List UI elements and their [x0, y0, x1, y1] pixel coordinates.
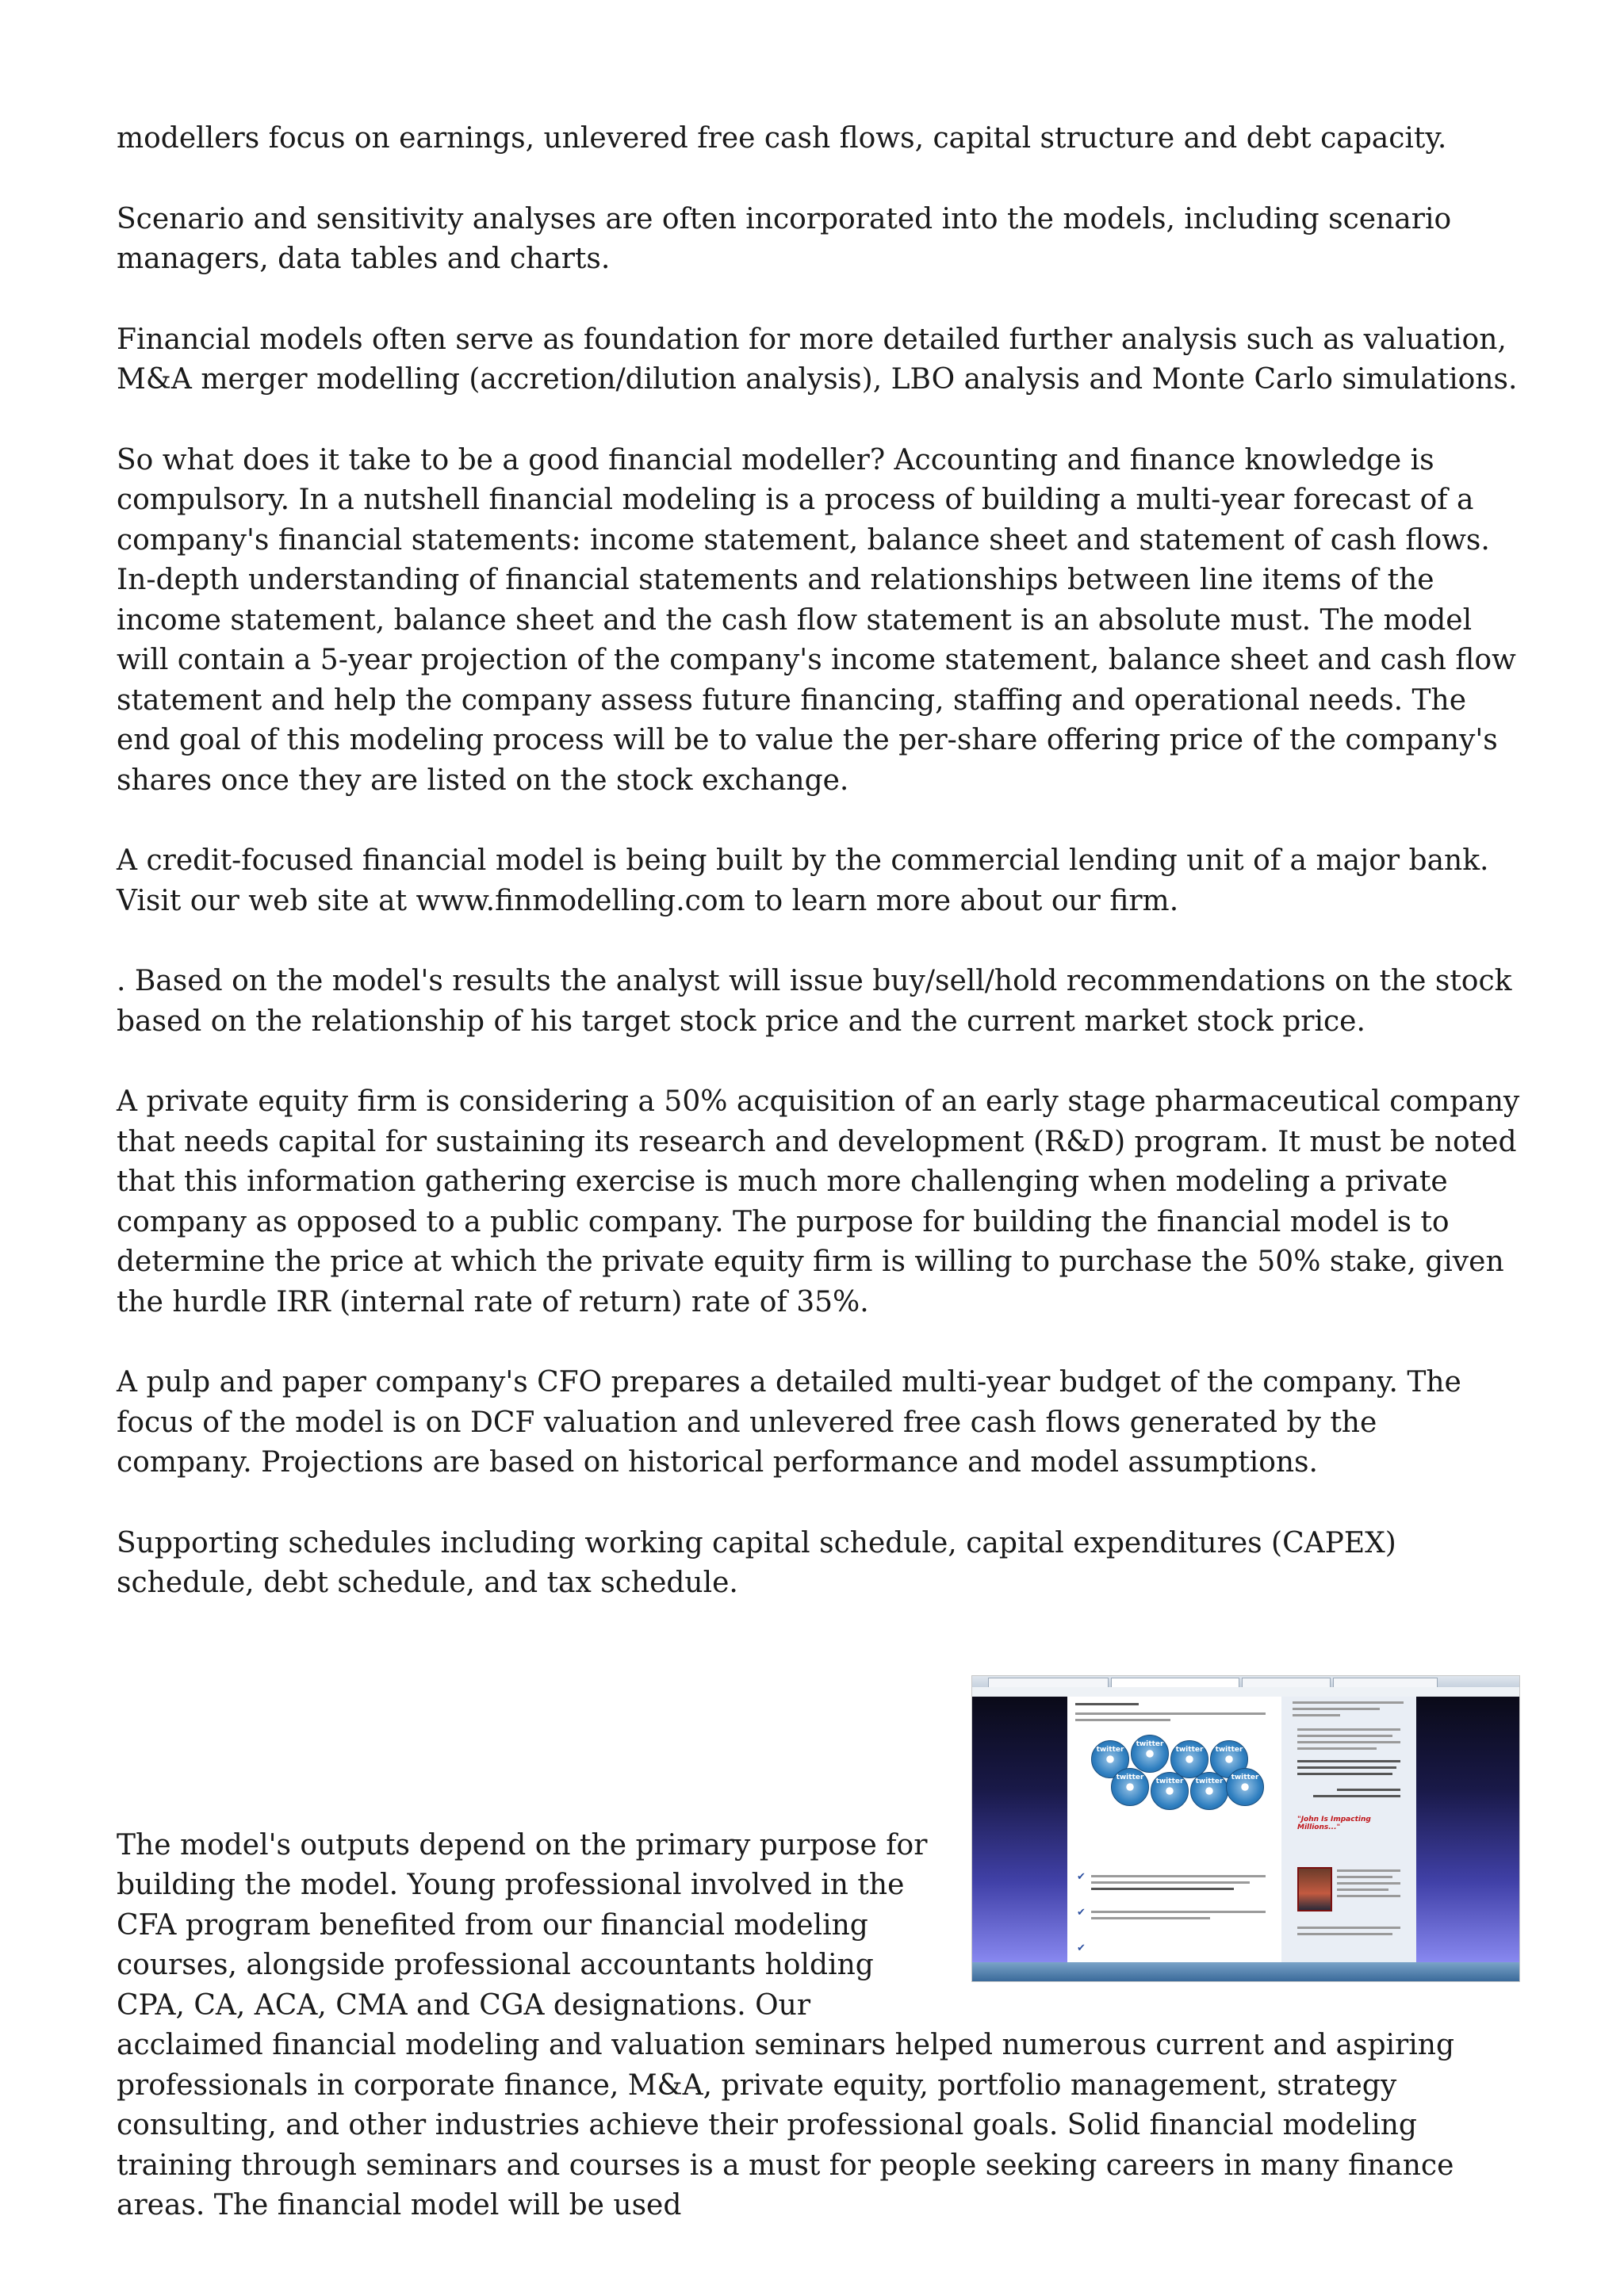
dvd-disc-icon: twitter [1151, 1772, 1189, 1810]
sales-page-main-column [1067, 1697, 1281, 1962]
dvd-disc-icon: twitter [1111, 1768, 1149, 1806]
dvd-disc-icon: twitter [1226, 1768, 1264, 1806]
dvd-disc-icon: twitter [1190, 1772, 1228, 1810]
paragraph-3: Financial models often serve as foundation for more detailed further analysis such as valuation, M&A merger modelling (accretion/dilution analysis), LBO analysis and Monte Carlo simulations. [117, 323, 1518, 396]
dvd-disc-icon: twitter [1170, 1740, 1208, 1778]
paragraph-1: modellers focus on earnings, unlevered free cash flows, capital structure and debt capacity. [117, 122, 1447, 155]
paragraph-7: A private equity firm is considering a 50% acquisition of an early stage pharmaceutical company that needs capital for sustaining its research and development (R&D) program. It must be noted that this information gathering exercise is much more challenging when modeling a private company as opposed to a public company. The purpose for building the financial model is to determine the price at which the private equity firm is willing to purchase the 50% stake, given the hurdle IRR (internal rate of return) rate of 35%. [117, 1085, 1520, 1318]
paragraph-9: Supporting schedules including working capital schedule, capital expenditures (CAPEX) schedule, debt schedule, and tax schedule. [117, 1526, 1396, 1599]
embedded-webpage-screenshot [971, 1675, 1520, 1982]
page-backdrop-left [972, 1697, 1067, 1962]
image-with-text [117, 1675, 1520, 2226]
checkmark-icon: ✔ [1077, 1906, 1086, 1919]
paragraph-5: A credit-focused financial model is being built by the commercial lending unit of a major bank. Visit our web site at www.finmodelling.com to learn more about our firm. [117, 844, 1489, 917]
paragraph-8: A pulp and paper company's CFO prepares a detailed multi-year budget of the company. The focus of the model is on DCF valuation and unlevered free cash flows generated by the company. Projections are based on historical performance and model assumptions. [117, 1366, 1461, 1479]
article-body [117, 119, 1520, 2226]
testimonial-sidebar: "John Is Impacting Millions..." [1281, 1697, 1416, 1962]
page-backdrop-right [1416, 1697, 1519, 1962]
dvd-disc-icon: twitter [1210, 1740, 1248, 1778]
author-photo [1297, 1867, 1332, 1911]
paragraph-2: Scenario and sensitivity analyses are often incorporated into the models, including scenario managers, data tables and charts. [117, 202, 1452, 275]
checkmark-icon: ✔ [1077, 1942, 1086, 1954]
dvd-disc-icon: twitter [1131, 1735, 1169, 1773]
paragraph-6: . Based on the model's results the analyst will issue buy/sell/hold recommendations on the stock based on the relationship of his target stock price and the current market stock price. [117, 965, 1512, 1038]
browser-tab-bar [972, 1676, 1519, 1687]
dvd-disc-icon: twitter [1091, 1740, 1129, 1778]
paragraph-4: So what does it take to be a good financial modeller? Accounting and finance knowledge is compulsory. In a nutshell financial modeling is a process of building a multi-year forecast of a company's financial statements: income statement, balance sheet and statement of cash flows. In-depth understanding of financial statements and relationships between line items of the income statement, balance sheet and the cash flow statement is an absolute must. The model will contain a 5-year projection of the company's income statement, balance sheet and cash flow statement and help the company assess future financing, staffing and operational needs. The end goal of this modeling process will be to value the per-share offering price of the company's shares once they are listed on the stock exchange. [117, 443, 1516, 797]
closing-paragraph: The model's outputs depend on the primary purpose for building the model. Young professional involved in the CFA program benefited from our financial modeling courses, alongside professional accountants holding CPA, CA, ACA, CMA and CGA designations. Our acclaimed financial modeling and valuation seminars helped numerous current and aspiring professionals in corporate finance, M&A, private equity, portfolio management, strategy consulting, and other industries achieve their professional goals. Solid financial modeling training through seminars and courses is a must for people seeking careers in many finance areas. The financial model will be used [117, 1828, 1454, 2221]
checkmark-icon: ✔ [1077, 1870, 1086, 1883]
os-taskbar [972, 1962, 1519, 1981]
